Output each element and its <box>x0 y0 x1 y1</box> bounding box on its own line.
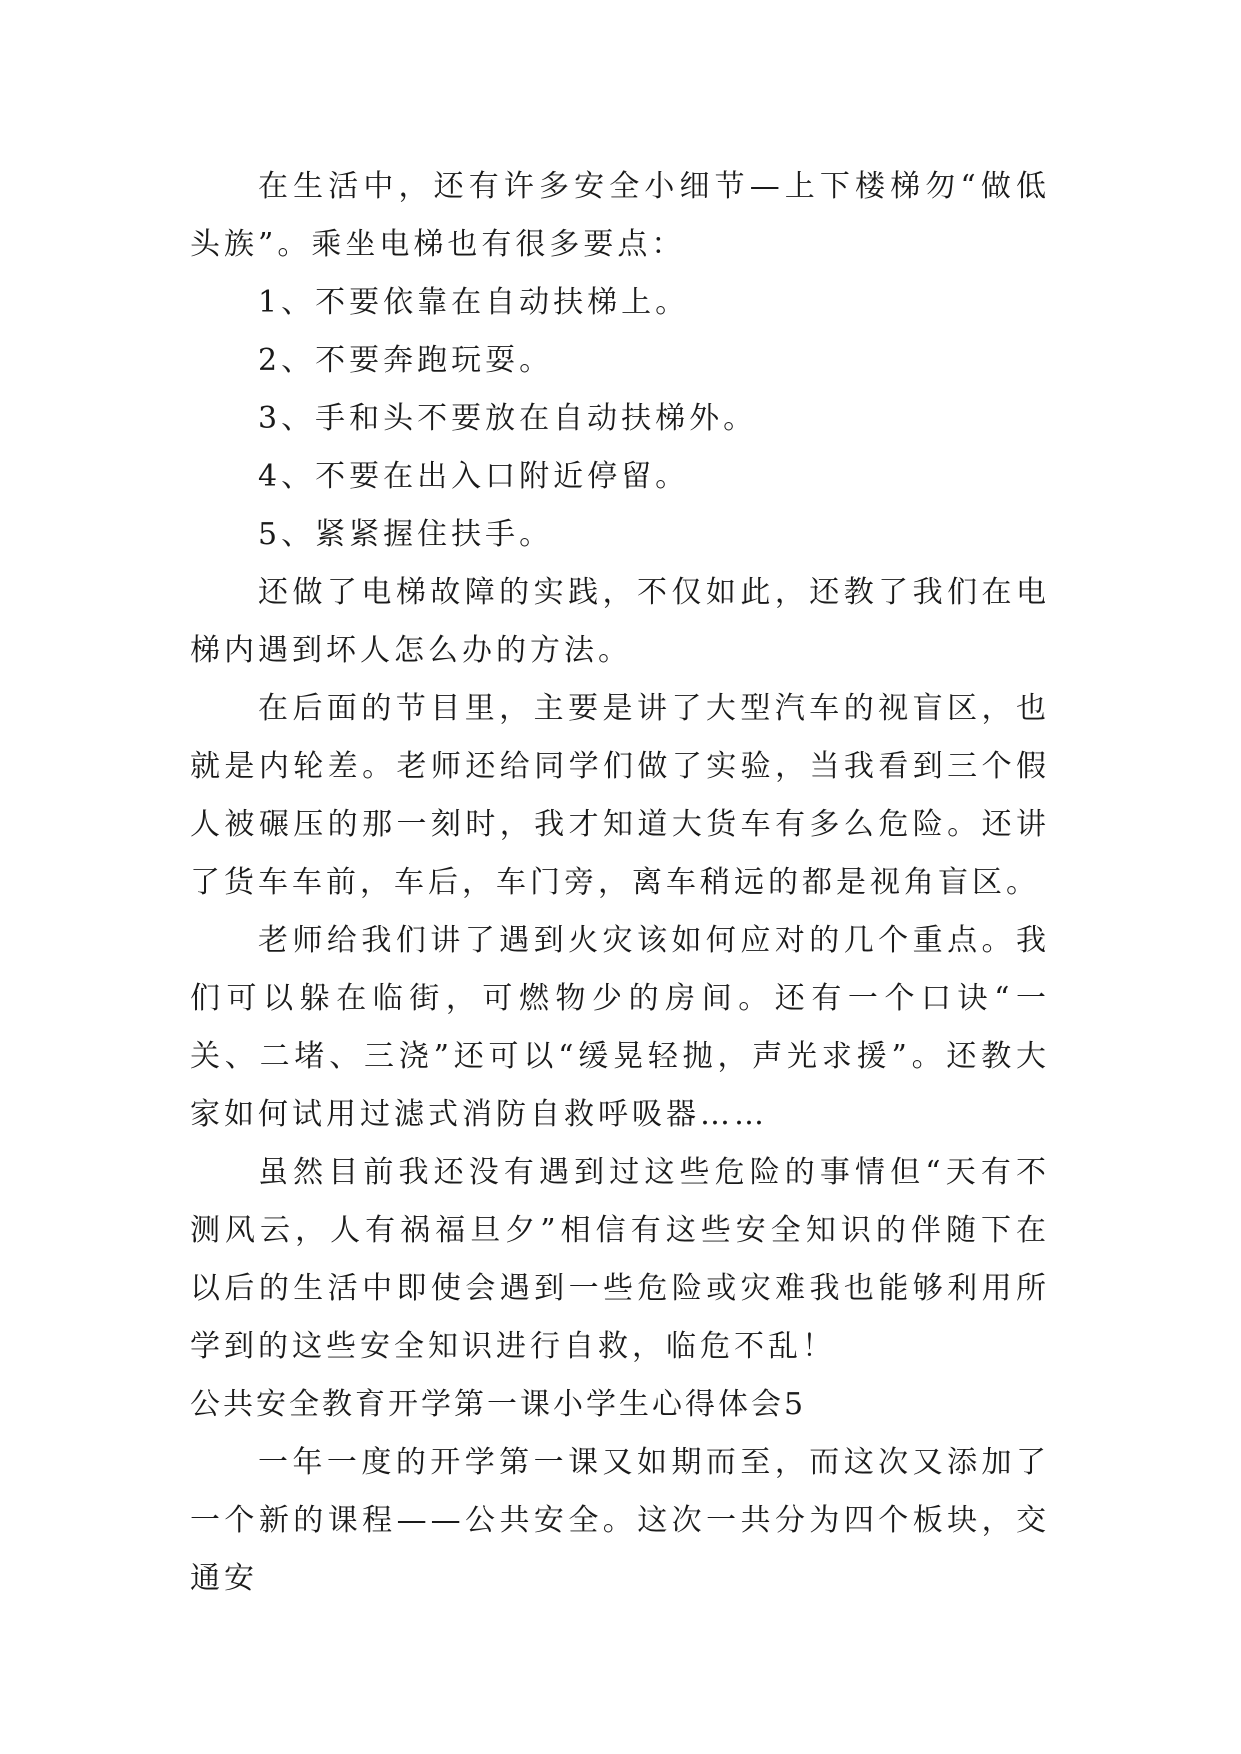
paragraph-new-section-intro: 一年一度的开学第一课又如期而至，而这次又添加了一个新的课程——公共安全。这次一共分为四个板块，交通安 <box>190 1445 1050 1596</box>
paragraph-stairs-elevator: 在生活中，还有许多安全小细节—上下楼梯勿“做低头族”。乘坐电梯也有很多要点： <box>190 169 1050 262</box>
paragraph-blind-spot: 在后面的节目里，主要是讲了大型汽车的视盲区，也就是内轮差。老师还给同学们做了实验，当我看到三个假人被碾压的那一刻时，我才知道大货车有多么危险。还讲了货车车前，车后，车门旁，离车稍远的都是视角盲区。 <box>190 691 1050 900</box>
list-item-1: 1、不要依靠在自动扶梯上。 <box>258 285 690 320</box>
paragraph-reflection: 虽然目前我还没有遇到过这些危险的事情但“天有不测风云，人有祸福旦夕”相信有这些安全知识的伴随下在以后的生活中即使会遇到一些危险或灾难我也能够利用所学到的这些安全知识进行自救，临危不乱！ <box>190 1155 1050 1364</box>
list-item-4: 4、不要在出入口附近停留。 <box>258 459 690 494</box>
list-item-5: 5、紧紧握住扶手。 <box>258 517 554 552</box>
paragraph-elevator-fault: 还做了电梯故障的实践，不仅如此，还教了我们在电梯内遇到坏人怎么办的方法。 <box>190 575 1050 668</box>
list-item-2: 2、不要奔跑玩耍。 <box>258 343 554 378</box>
document-body <box>190 158 1050 1608</box>
list-item-3: 3、手和头不要放在自动扶梯外。 <box>258 401 758 436</box>
paragraph-fire-safety: 老师给我们讲了遇到火灾该如何应对的几个重点。我们可以躲在临街，可燃物少的房间。还有一个口诀“一关、二堵、三浇”还可以“缓晃轻抛，声光求援”。还教大家如何试用过滤式消防自救呼吸器…… <box>190 923 1050 1132</box>
section-heading: 公共安全教育开学第一课小学生心得体会5 <box>190 1387 807 1422</box>
